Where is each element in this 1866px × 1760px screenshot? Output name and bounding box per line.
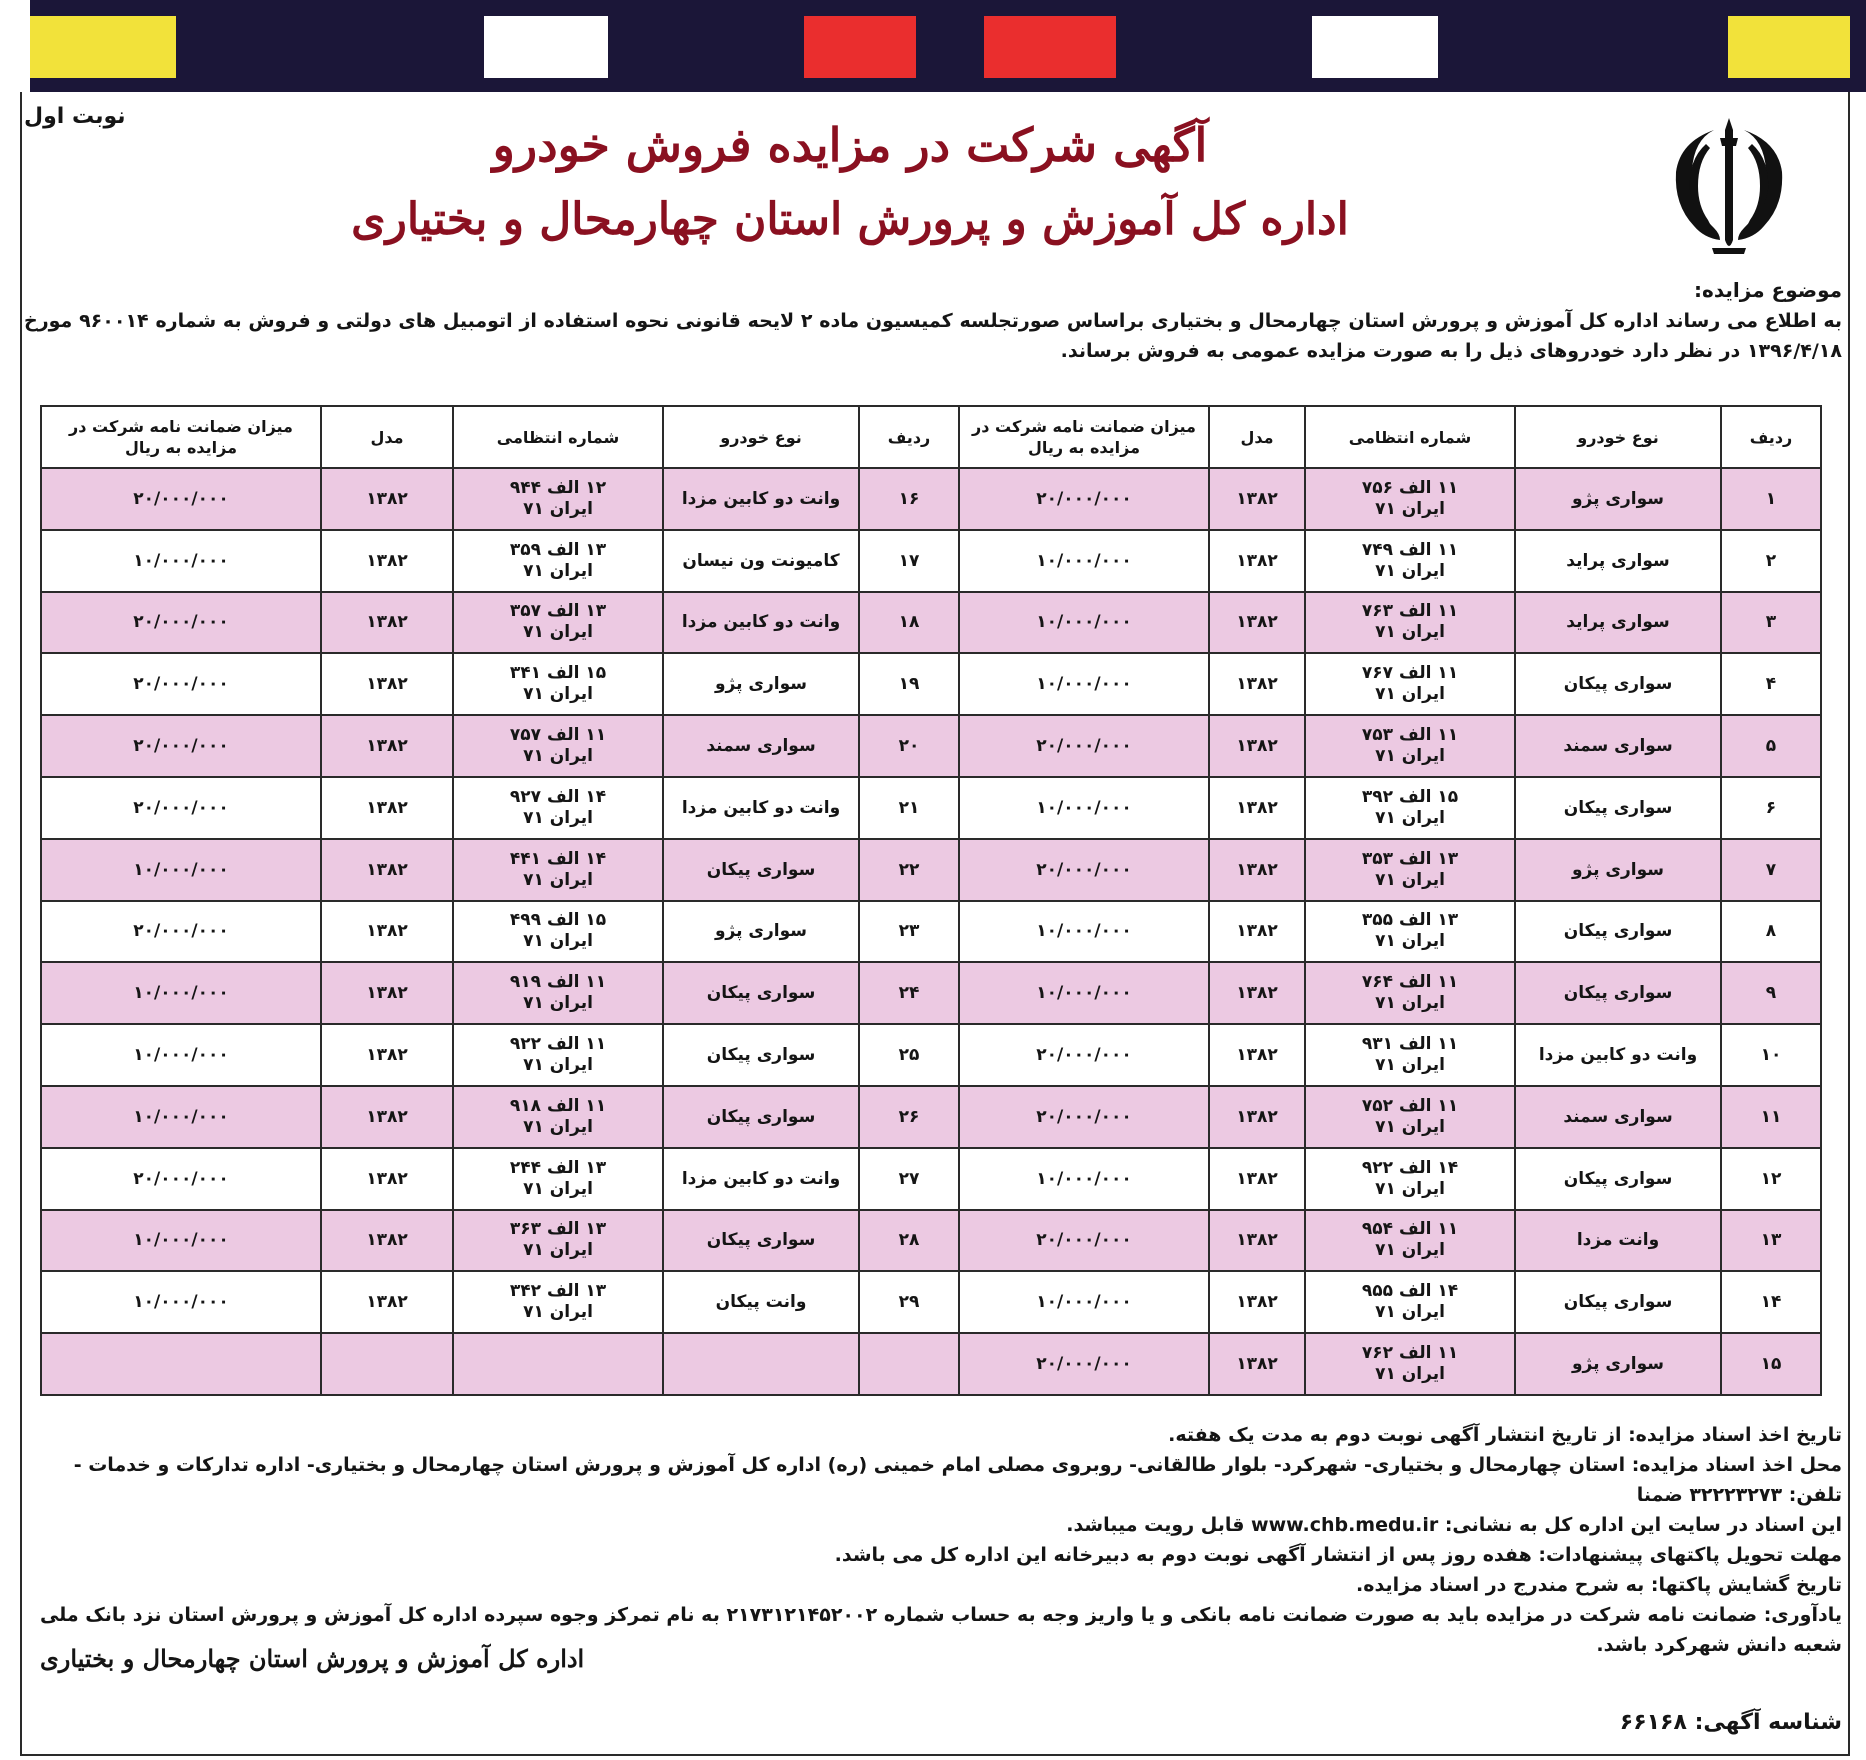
plate-region: ایران ۷۱: [1375, 746, 1445, 767]
table-row: [41, 1086, 1821, 1148]
model-cell: ۱۳۸۲: [321, 1148, 453, 1210]
plate-region: ایران ۷۱: [523, 1302, 593, 1323]
model-cell: ۱۳۸۲: [321, 1271, 453, 1333]
vehicle-type-cell: سواری سمند: [1515, 715, 1721, 777]
plate-series: ۱۱ الف ۷۶۷: [1361, 663, 1459, 684]
row-number-cell: ۱۰: [1721, 1024, 1821, 1086]
color-swatch-white: [484, 16, 608, 78]
model-cell: ۱۳۸۲: [1209, 962, 1305, 1024]
plate-number-cell: [453, 715, 663, 777]
row-number-cell: ۴: [1721, 653, 1821, 715]
model-cell: ۱۳۸۲: [1209, 715, 1305, 777]
row-number-cell: ۱۳: [1721, 1210, 1821, 1272]
plate-series: ۱۱ الف ۷۴۹: [1361, 539, 1459, 560]
ad-title: آگهی شرکت در مزایده فروش خودرو: [492, 118, 1208, 172]
header-vehicle-type: نوع خودرو: [663, 406, 859, 468]
guarantee-cell: ۱۰/۰۰۰/۰۰۰: [41, 530, 321, 592]
row-number-cell: ۱۸: [859, 592, 959, 654]
plate-number-cell: [1305, 1086, 1515, 1148]
plate-series: ۱۱ الف ۹۵۴: [1361, 1219, 1459, 1240]
footer-line: محل اخذ اسناد مزایده: استان چهارمحال و بختیاری- شهرکرد- بلوار طالقانی- روبروی مصلی امام خمینی (ره) اداره کل آموزش و پرورش استان چهارمحال و بختیاری- اداره تدارکات و خدمات - تلفن: ۳۲۲۲۳۲۷۳ ضمنا: [73, 1454, 1842, 1506]
model-cell: ۱۳۸۲: [1209, 530, 1305, 592]
plate-region: ایران ۷۱: [523, 498, 593, 519]
vehicle-type-cell: سواری پژو: [1515, 468, 1721, 530]
plate-region: ایران ۷۱: [1375, 869, 1445, 890]
row-number-cell: ۲۷: [859, 1148, 959, 1210]
plate-number-cell: [453, 1086, 663, 1148]
row-number-cell: ۹: [1721, 962, 1821, 1024]
table-row: [41, 1148, 1821, 1210]
model-cell: ۱۳۸۲: [321, 715, 453, 777]
row-number-cell: ۱۷: [859, 530, 959, 592]
plate-series: ۱۳ الف ۳۵۳: [1361, 848, 1459, 869]
header-plate-number: شماره انتظامی: [1305, 406, 1515, 468]
guarantee-cell: ۲۰/۰۰۰/۰۰۰: [41, 1148, 321, 1210]
guarantee-cell: ۱۰/۰۰۰/۰۰۰: [41, 1024, 321, 1086]
row-number-cell: ۲۹: [859, 1271, 959, 1333]
plate-region: ایران ۷۱: [523, 1116, 593, 1137]
plate-number-cell: [453, 1024, 663, 1086]
guarantee-cell: ۱۰/۰۰۰/۰۰۰: [41, 1210, 321, 1272]
vehicle-type-cell: وانت مزدا: [1515, 1210, 1721, 1272]
plate-number-cell: [1305, 530, 1515, 592]
plate-series: ۱۱ الف ۷۶۳: [1361, 601, 1459, 622]
row-number-cell: ۸: [1721, 901, 1821, 963]
plate-region: ایران ۷۱: [1375, 560, 1445, 581]
plate-number-cell: [453, 1333, 663, 1395]
color-swatch-yellow: [1728, 16, 1850, 78]
table-row: [41, 839, 1821, 901]
model-cell: ۱۳۸۲: [1209, 592, 1305, 654]
footer-line: یادآوری: ضمانت نامه شرکت در مزایده باید به صورت ضمانت نامه بانکی و یا واریز وجه به حساب شماره ۲۱۷۳۱۲۱۴۵۲۰۰۲ به نام تمرکز وجوه سپرده اداره کل آموزش و پرورش استان نزد بانک ملی شعبه دانش شهرکرد باشد.: [39, 1604, 1842, 1656]
row-number-cell: ۱۶: [859, 468, 959, 530]
color-swatch-white: [1312, 16, 1438, 78]
plate-number-cell: [453, 530, 663, 592]
row-number-cell: ۲۴: [859, 962, 959, 1024]
color-swatch-red: [804, 16, 916, 78]
guarantee-cell: ۲۰/۰۰۰/۰۰۰: [41, 653, 321, 715]
row-number-cell: ۲: [1721, 530, 1821, 592]
color-swatch-red: [984, 16, 1116, 78]
table-row: [41, 653, 1821, 715]
vehicle-type-cell: سواری پیکان: [663, 962, 859, 1024]
vehicle-type-cell: سواری پیکان: [1515, 777, 1721, 839]
plate-series: ۱۱ الف ۷۵۳: [1361, 725, 1459, 746]
vehicle-type-cell: وانت پیکان: [663, 1271, 859, 1333]
plate-number-cell: [1305, 715, 1515, 777]
vehicle-type-cell: سواری پیکان: [1515, 901, 1721, 963]
plate-region: ایران ۷۱: [523, 560, 593, 581]
header-plate-number: شماره انتظامی: [453, 406, 663, 468]
guarantee-cell: ۲۰/۰۰۰/۰۰۰: [959, 715, 1209, 777]
plate-series: ۱۱ الف ۹۳۱: [1361, 1034, 1459, 1055]
plate-region: ایران ۷۱: [1375, 1116, 1445, 1137]
guarantee-cell: ۱۰/۰۰۰/۰۰۰: [41, 962, 321, 1024]
vehicle-type-cell: وانت دو کابین مزدا: [663, 592, 859, 654]
guarantee-cell: ۲۰/۰۰۰/۰۰۰: [959, 1333, 1209, 1395]
plate-region: ایران ۷۱: [523, 993, 593, 1014]
round-label: نوبت اول: [24, 104, 126, 129]
plate-number-cell: [453, 1148, 663, 1210]
guarantee-cell: ۲۰/۰۰۰/۰۰۰: [959, 1210, 1209, 1272]
model-cell: ۱۳۸۲: [321, 1210, 453, 1272]
vehicle-type-cell: سواری سمند: [663, 715, 859, 777]
model-cell: ۱۳۸۲: [1209, 653, 1305, 715]
model-cell: ۱۳۸۲: [321, 901, 453, 963]
plate-region: ایران ۷۱: [523, 684, 593, 705]
row-number-cell: ۲۱: [859, 777, 959, 839]
plate-region: ایران ۷۱: [1375, 622, 1445, 643]
row-number-cell: ۲۳: [859, 901, 959, 963]
header-row-number: ردیف: [859, 406, 959, 468]
vehicle-type-cell: سواری پیکان: [663, 1086, 859, 1148]
table-row: [41, 962, 1821, 1024]
table-row: [41, 715, 1821, 777]
plate-number-cell: [453, 468, 663, 530]
vehicle-type-cell: سواری پراید: [1515, 592, 1721, 654]
guarantee-cell: ۲۰/۰۰۰/۰۰۰: [959, 839, 1209, 901]
plate-series: ۱۱ الف ۷۵۲: [1361, 1095, 1459, 1116]
intro-paragraph: به اطلاع می رساند اداره کل آموزش و پرورش استان چهارمحال و بختیاری براساس صورتجلسه کمیسیون ماده ۲ لایحه قانونی نحوه استفاده از اتومبیل های دولتی و فروش به شماره ۹۶۰۰۱۴ مورخ ۱۳۹۶/۴/۱۸ در نظر دارد خودروهای ذیل را به صورت مزایده عمومی به فروش برساند.: [24, 310, 1843, 362]
plate-series: ۱۳ الف ۳۶۳: [509, 1219, 607, 1240]
guarantee-cell: ۱۰/۰۰۰/۰۰۰: [959, 1271, 1209, 1333]
guarantee-cell: ۱۰/۰۰۰/۰۰۰: [41, 1086, 321, 1148]
guarantee-cell: ۱۰/۰۰۰/۰۰۰: [959, 653, 1209, 715]
plate-number-cell: [1305, 1210, 1515, 1272]
row-number-cell: ۲۶: [859, 1086, 959, 1148]
plate-series: ۱۱ الف ۹۱۹: [509, 972, 607, 993]
guarantee-cell: ۱۰/۰۰۰/۰۰۰: [41, 839, 321, 901]
model-cell: ۱۳۸۲: [321, 839, 453, 901]
plate-series: ۱۴ الف ۹۵۵: [1361, 1281, 1459, 1302]
vehicle-table: [40, 405, 1822, 1396]
footer-notes: [24, 1420, 1842, 1660]
plate-number-cell: [453, 653, 663, 715]
plate-region: ایران ۷۱: [1375, 498, 1445, 519]
header-model: مدل: [321, 406, 453, 468]
model-cell: ۱۳۸۲: [321, 962, 453, 1024]
model-cell: ۱۳۸۲: [1209, 1210, 1305, 1272]
top-color-strip: [30, 0, 1866, 92]
row-number-cell: ۱۹: [859, 653, 959, 715]
row-number-cell: ۱۱: [1721, 1086, 1821, 1148]
vehicle-type-cell: سواری پیکان: [1515, 962, 1721, 1024]
plate-number-cell: [453, 1210, 663, 1272]
vehicle-type-cell: سواری پیکان: [663, 1210, 859, 1272]
model-cell: ۱۳۸۲: [321, 653, 453, 715]
vehicle-type-cell: کامیونت ون نیسان: [663, 530, 859, 592]
guarantee-cell: ۱۰/۰۰۰/۰۰۰: [959, 592, 1209, 654]
guarantee-cell: ۱۰/۰۰۰/۰۰۰: [959, 1148, 1209, 1210]
guarantee-cell: ۱۰/۰۰۰/۰۰۰: [959, 777, 1209, 839]
vehicle-type-cell: وانت دو کابین مزدا: [1515, 1024, 1721, 1086]
vehicle-type-cell: سواری پژو: [663, 901, 859, 963]
footer-line: تاریخ اخذ اسناد مزایده: از تاریخ انتشار آگهی نوبت دوم به مدت یک هفته.: [1168, 1424, 1842, 1446]
plate-region: ایران ۷۱: [1375, 1240, 1445, 1261]
row-number-cell: ۲۵: [859, 1024, 959, 1086]
row-number-cell: ۳: [1721, 592, 1821, 654]
plate-series: ۱۳ الف ۲۴۴: [509, 1157, 607, 1178]
plate-series: ۱۲ الف ۹۴۴: [509, 477, 607, 498]
plate-number-cell: [1305, 1333, 1515, 1395]
plate-number-cell: [1305, 839, 1515, 901]
vehicle-type-cell: سواری پیکان: [1515, 1148, 1721, 1210]
signature: اداره کل آموزش و پرورش استان چهارمحال و بختیاری: [40, 1644, 585, 1673]
guarantee-cell: ۱۰/۰۰۰/۰۰۰: [41, 1271, 321, 1333]
plate-number-cell: [453, 777, 663, 839]
vehicle-type-cell: سواری پژو: [663, 653, 859, 715]
table-header-row: [41, 406, 1821, 468]
row-number-cell: ۲۰: [859, 715, 959, 777]
table-row: [41, 1024, 1821, 1086]
plate-region: ایران ۷۱: [1375, 684, 1445, 705]
plate-number-cell: [453, 592, 663, 654]
plate-region: ایران ۷۱: [1375, 1178, 1445, 1199]
plate-region: ایران ۷۱: [1375, 807, 1445, 828]
plate-number-cell: [1305, 1271, 1515, 1333]
row-number-cell: ۱۲: [1721, 1148, 1821, 1210]
guarantee-cell: ۱۰/۰۰۰/۰۰۰: [959, 962, 1209, 1024]
plate-series: ۱۱ الف ۹۱۸: [509, 1095, 607, 1116]
plate-series: ۱۱ الف ۷۵۷: [509, 725, 607, 746]
plate-number-cell: [453, 962, 663, 1024]
footer-line: این اسناد در سایت این اداره کل به نشانی: www.chb.medu.ir قابل رویت میباشد.: [1066, 1514, 1842, 1536]
plate-region: ایران ۷۱: [1375, 993, 1445, 1014]
model-cell: ۱۳۸۲: [1209, 468, 1305, 530]
plate-series: ۱۱ الف ۹۲۲: [509, 1034, 607, 1055]
guarantee-cell: [41, 1333, 321, 1395]
plate-series: ۱۵ الف ۳۴۱: [509, 663, 607, 684]
subject-label: موضوع مزایده:: [1694, 278, 1842, 302]
vehicle-type-cell: سواری پیکان: [663, 839, 859, 901]
vehicle-type-cell: سواری پیکان: [1515, 1271, 1721, 1333]
guarantee-cell: ۲۰/۰۰۰/۰۰۰: [41, 777, 321, 839]
footer-line: تاریخ گشایش پاکتها: به شرح مندرج در اسناد مزایده.: [1356, 1574, 1842, 1596]
plate-region: ایران ۷۱: [1375, 1055, 1445, 1076]
header-model: مدل: [1209, 406, 1305, 468]
plate-number-cell: [1305, 777, 1515, 839]
plate-number-cell: [453, 839, 663, 901]
model-cell: ۱۳۸۲: [1209, 777, 1305, 839]
model-cell: ۱۳۸۲: [321, 1086, 453, 1148]
vehicle-type-cell: وانت دو کابین مزدا: [663, 1148, 859, 1210]
model-cell: ۱۳۸۲: [1209, 901, 1305, 963]
plate-number-cell: [1305, 901, 1515, 963]
table-row: [41, 592, 1821, 654]
vehicle-type-cell: سواری پژو: [1515, 1333, 1721, 1395]
plate-series: ۱۳ الف ۳۴۲: [509, 1281, 607, 1302]
row-number-cell: ۲۲: [859, 839, 959, 901]
iran-emblem-icon: [1654, 110, 1804, 260]
ad-id: شناسه آگهی: ۶۶۱۶۸: [1619, 1710, 1842, 1735]
guarantee-cell: ۲۰/۰۰۰/۰۰۰: [959, 468, 1209, 530]
footer-line: مهلت تحویل پاکتهای پیشنهادات: هفده روز پس از انتشار آگهی نوبت دوم به دبیرخانه این اداره کل می باشد.: [834, 1544, 1842, 1566]
plate-region: ایران ۷۱: [1375, 931, 1445, 952]
row-number-cell: ۱۴: [1721, 1271, 1821, 1333]
plate-series: ۱۵ الف ۳۹۲: [1361, 786, 1459, 807]
row-number-cell: ۱۵: [1721, 1333, 1821, 1395]
vehicle-type-cell: سواری پیکان: [663, 1024, 859, 1086]
plate-number-cell: [1305, 653, 1515, 715]
model-cell: ۱۳۸۲: [1209, 1333, 1305, 1395]
table-row: [41, 530, 1821, 592]
model-cell: ۱۳۸۲: [321, 1024, 453, 1086]
plate-series: ۱۳ الف ۳۵۵: [1361, 910, 1459, 931]
plate-series: ۱۵ الف ۴۹۹: [509, 910, 607, 931]
guarantee-cell: ۲۰/۰۰۰/۰۰۰: [41, 468, 321, 530]
plate-series: ۱۴ الف ۴۴۱: [509, 848, 607, 869]
header-vehicle-type: نوع خودرو: [1515, 406, 1721, 468]
model-cell: ۱۳۸۲: [321, 777, 453, 839]
guarantee-cell: ۱۰/۰۰۰/۰۰۰: [959, 901, 1209, 963]
row-number-cell: ۲۸: [859, 1210, 959, 1272]
plate-region: ایران ۷۱: [523, 869, 593, 890]
color-swatch-yellow: [30, 16, 176, 78]
header-guarantee: میزان ضمانت نامه شرکت در مزایده به ریال: [41, 406, 321, 468]
vehicle-type-cell: سواری پژو: [1515, 839, 1721, 901]
model-cell: [321, 1333, 453, 1395]
plate-number-cell: [1305, 962, 1515, 1024]
vehicle-type-cell: سواری پیکان: [1515, 653, 1721, 715]
vehicle-type-cell: سواری پراید: [1515, 530, 1721, 592]
plate-number-cell: [1305, 1024, 1515, 1086]
plate-region: ایران ۷۱: [523, 1055, 593, 1076]
row-number-cell: ۶: [1721, 777, 1821, 839]
plate-series: ۱۳ الف ۳۵۷: [509, 601, 607, 622]
guarantee-cell: ۲۰/۰۰۰/۰۰۰: [41, 715, 321, 777]
plate-number-cell: [1305, 1148, 1515, 1210]
plate-region: ایران ۷۱: [1375, 1364, 1445, 1385]
plate-region: ایران ۷۱: [523, 807, 593, 828]
row-number-cell: [859, 1333, 959, 1395]
vehicle-type-cell: وانت دو کابین مزدا: [663, 777, 859, 839]
plate-number-cell: [453, 901, 663, 963]
guarantee-cell: ۲۰/۰۰۰/۰۰۰: [959, 1086, 1209, 1148]
model-cell: ۱۳۸۲: [1209, 1271, 1305, 1333]
guarantee-cell: ۱۰/۰۰۰/۰۰۰: [959, 530, 1209, 592]
header-row-number: ردیف: [1721, 406, 1821, 468]
row-number-cell: ۷: [1721, 839, 1821, 901]
plate-series: ۱۱ الف ۷۶۲: [1361, 1343, 1459, 1364]
vehicle-type-cell: وانت دو کابین مزدا: [663, 468, 859, 530]
model-cell: ۱۳۸۲: [321, 530, 453, 592]
plate-series: ۱۳ الف ۳۵۹: [509, 539, 607, 560]
table-row: [41, 1333, 1821, 1395]
guarantee-cell: ۲۰/۰۰۰/۰۰۰: [959, 1024, 1209, 1086]
guarantee-cell: ۲۰/۰۰۰/۰۰۰: [41, 592, 321, 654]
table-row: [41, 1210, 1821, 1272]
plate-region: ایران ۷۱: [523, 746, 593, 767]
model-cell: ۱۳۸۲: [1209, 839, 1305, 901]
plate-number-cell: [1305, 468, 1515, 530]
plate-number-cell: [1305, 592, 1515, 654]
plate-region: ایران ۷۱: [523, 1178, 593, 1199]
table-row: [41, 1271, 1821, 1333]
table-row: [41, 777, 1821, 839]
row-number-cell: ۱: [1721, 468, 1821, 530]
plate-series: ۱۴ الف ۹۲۲: [1361, 1157, 1459, 1178]
organization-title: اداره کل آموزش و پرورش استان چهارمحال و بختیاری: [351, 194, 1349, 245]
vehicle-type-cell: [663, 1333, 859, 1395]
plate-series: ۱۱ الف ۷۶۴: [1361, 972, 1459, 993]
vehicle-type-cell: سواری سمند: [1515, 1086, 1721, 1148]
plate-region: ایران ۷۱: [523, 1240, 593, 1261]
plate-number-cell: [453, 1271, 663, 1333]
table-row: [41, 901, 1821, 963]
plate-series: ۱۱ الف ۷۵۶: [1361, 477, 1459, 498]
model-cell: ۱۳۸۲: [321, 592, 453, 654]
row-number-cell: ۵: [1721, 715, 1821, 777]
plate-series: ۱۴ الف ۹۲۷: [509, 786, 607, 807]
plate-region: ایران ۷۱: [523, 931, 593, 952]
plate-region: ایران ۷۱: [1375, 1302, 1445, 1323]
guarantee-cell: ۲۰/۰۰۰/۰۰۰: [41, 901, 321, 963]
model-cell: ۱۳۸۲: [1209, 1086, 1305, 1148]
header-guarantee: میزان ضمانت نامه شرکت در مزایده به ریال: [959, 406, 1209, 468]
table-row: [41, 468, 1821, 530]
plate-region: ایران ۷۱: [523, 622, 593, 643]
model-cell: ۱۳۸۲: [1209, 1024, 1305, 1086]
model-cell: ۱۳۸۲: [1209, 1148, 1305, 1210]
model-cell: ۱۳۸۲: [321, 468, 453, 530]
